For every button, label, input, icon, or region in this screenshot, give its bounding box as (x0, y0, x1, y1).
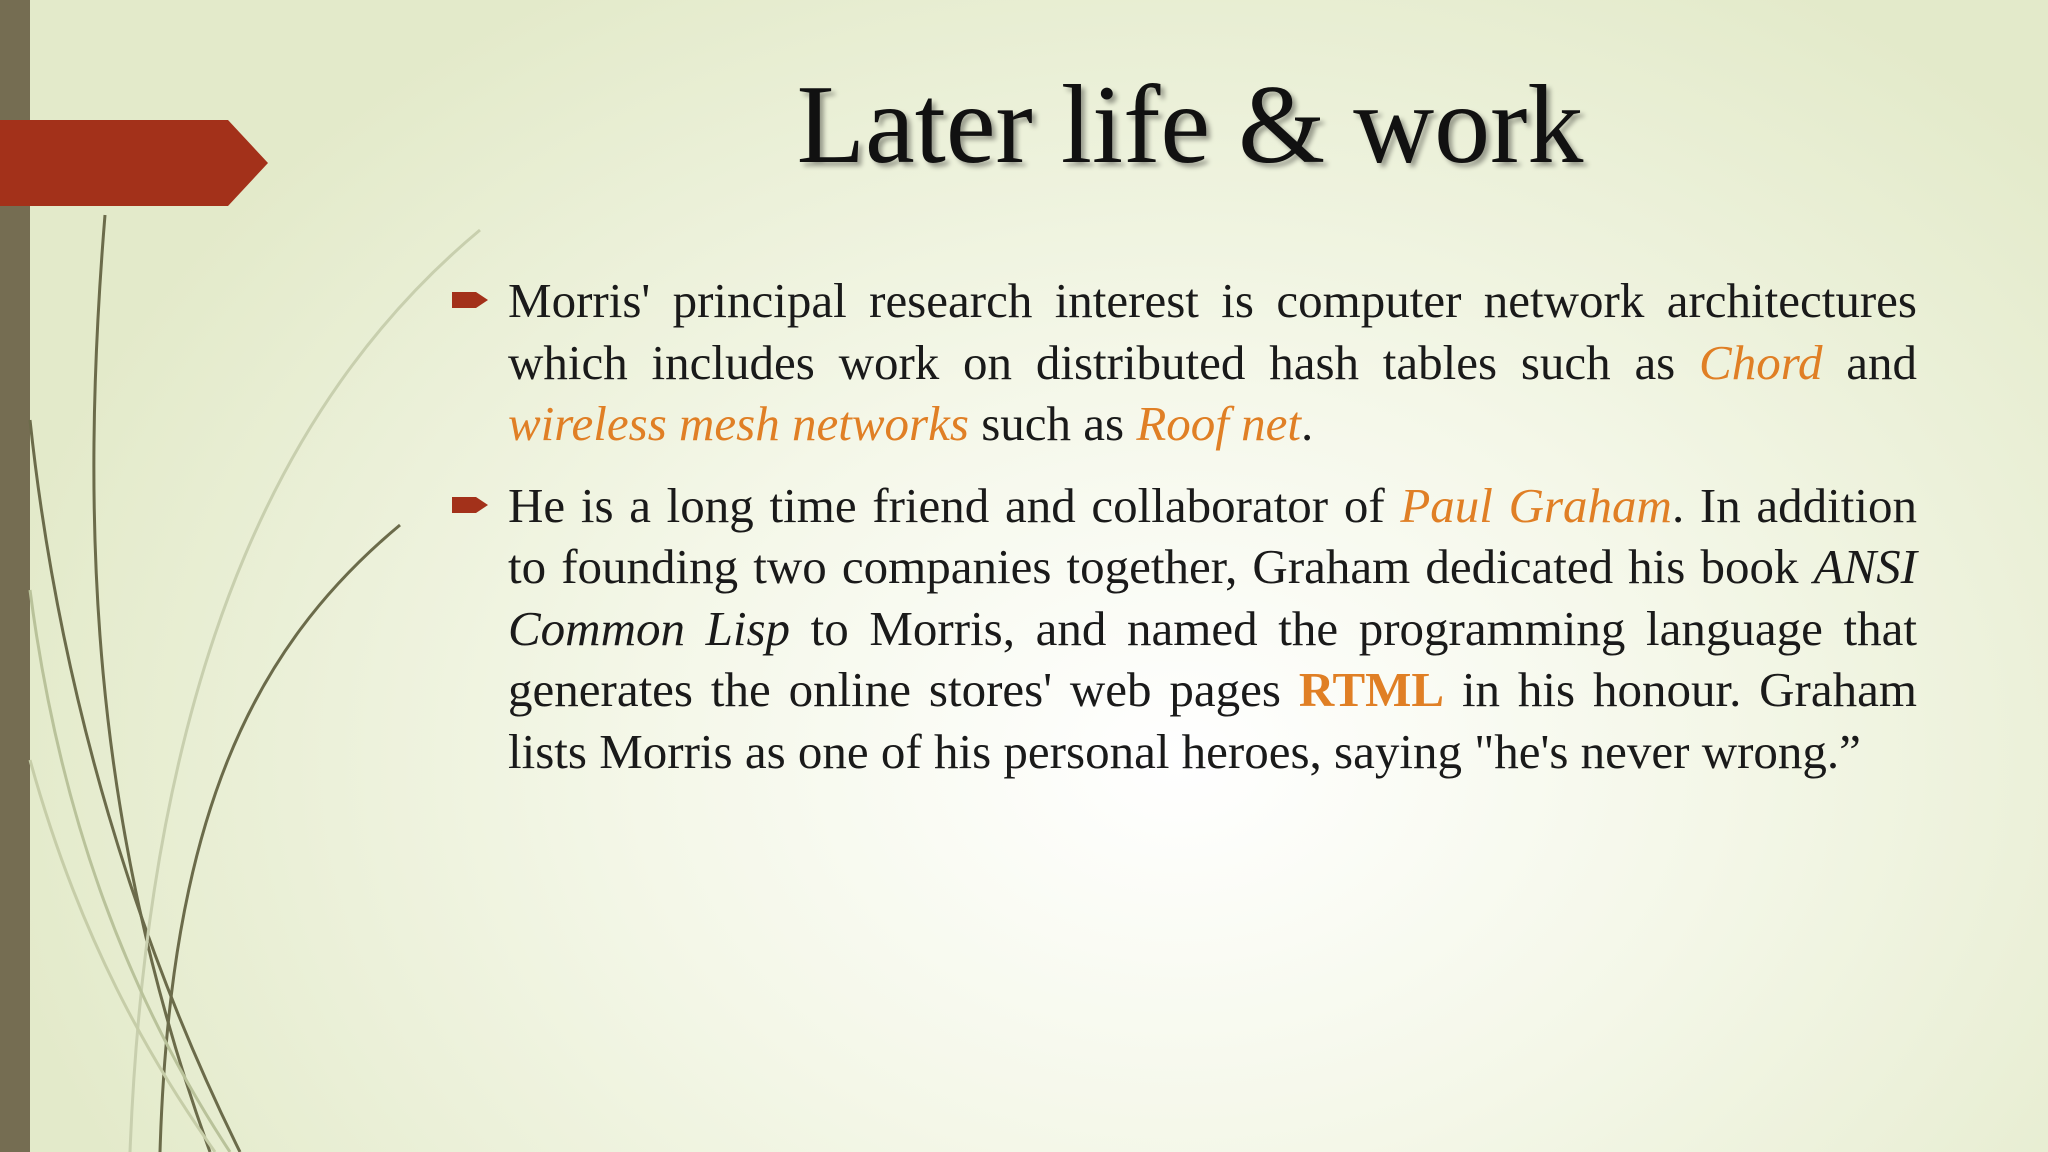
slide-title: Later life & work (796, 63, 1584, 187)
link-rtml[interactable]: RTML (1298, 662, 1445, 717)
slide-content (452, 270, 1917, 802)
text-segment: and (1822, 334, 1917, 390)
link-roof-net[interactable]: Roof net (1136, 396, 1301, 451)
text-segment: He is a long time friend and collaborator of (508, 477, 1401, 533)
right-arrow-bullet-icon (452, 287, 490, 313)
text-segment: . (1301, 396, 1314, 451)
book-title: ANSI Common Lisp (508, 539, 1917, 656)
bullet-item (452, 270, 1917, 455)
text-segment: such as (968, 396, 1137, 451)
text-segment: in his honour. Graham lists Morris as one of his personal heroes, saying "he's never wrong.” (508, 662, 1917, 779)
text-segment: Morris' principal research interest is computer network architectures which includes work on distributed hash tables such as (508, 273, 1917, 390)
right-arrow-bullet-icon (452, 492, 490, 518)
link-chord[interactable]: Chord (1699, 334, 1823, 390)
bullet-item (452, 475, 1917, 783)
text-segment: to Morris, and named the programming language that generates the online stores' web pages (508, 600, 1917, 717)
link-paul-graham[interactable]: Paul Graham (1400, 477, 1672, 533)
bullet-text (508, 273, 1917, 451)
red-arrow-tab (0, 120, 270, 206)
text-segment: . In addition to founding two companies together, Graham dedicated his book (508, 477, 1917, 594)
bullet-text (508, 478, 1917, 779)
link-wireless-mesh-networks[interactable]: wireless mesh networks (508, 396, 969, 451)
